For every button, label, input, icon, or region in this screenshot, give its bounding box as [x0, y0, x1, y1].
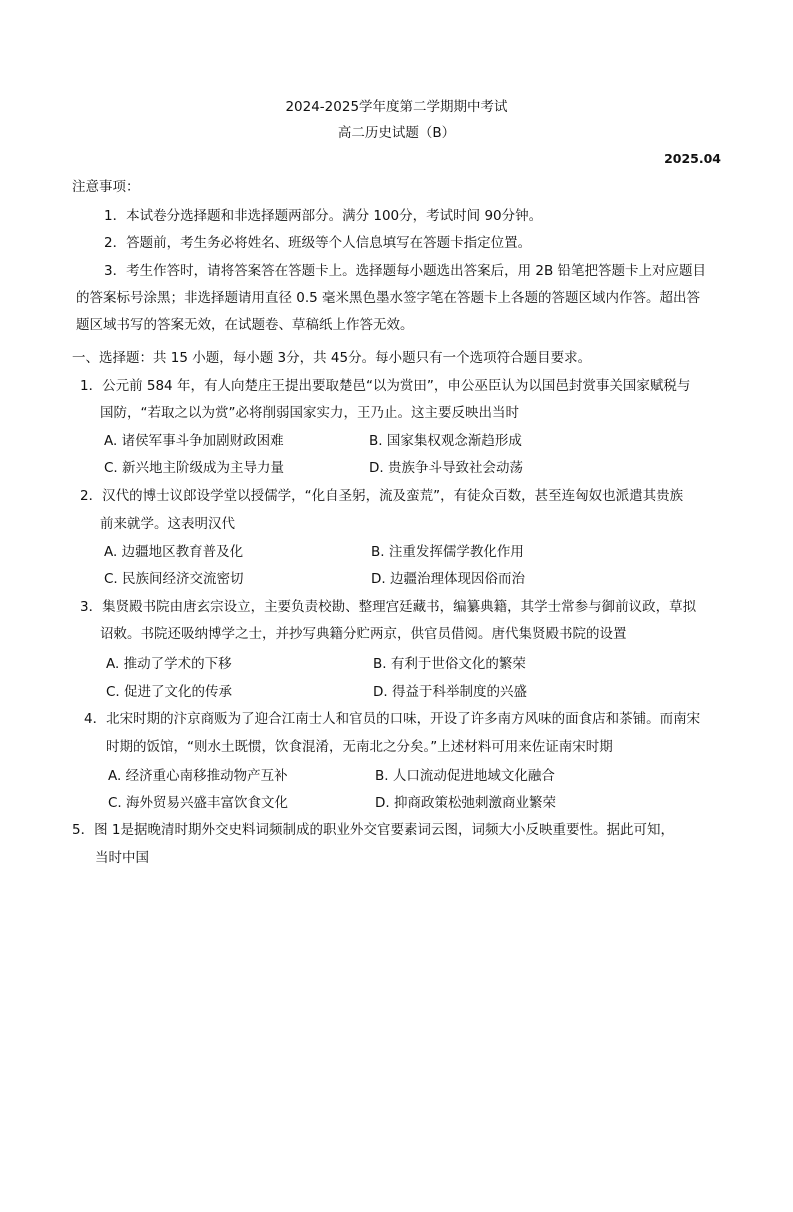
section-heading: 一、选择题：共 15 小题，每小题 3分，共 45分。每小题只有一个选项符合题目要求。	[72, 350, 592, 366]
question-2-line-2: 前来就学。这表明汉代	[100, 516, 235, 532]
question-2-option-d[interactable]: D. 边疆治理体现因俗而治	[371, 571, 525, 587]
question-1-option-a[interactable]: A. 诸侯军事斗争加剧财政困难	[104, 433, 284, 449]
question-3-line-1: 3．集贤殿书院由唐玄宗设立，主要负责校勘、整理宫廷藏书，编纂典籍，其学士常参与御前议政，草拟	[80, 599, 697, 615]
exam-date: 2025.04	[664, 151, 721, 166]
question-1-option-b[interactable]: B. 国家集权观念渐趋形成	[369, 433, 522, 449]
question-4-option-b[interactable]: B. 人口流动促进地域文化融合	[375, 768, 555, 784]
question-1-option-c[interactable]: C. 新兴地主阶级成为主导力量	[104, 460, 285, 476]
question-1-line-2: 国防，“若取之以为赏”必将削弱国家实力，王乃止。这主要反映出当时	[100, 405, 519, 421]
notice-heading: 注意事项：	[72, 179, 140, 195]
question-4-option-d[interactable]: D. 抑商政策松弛刺激商业繁荣	[375, 795, 556, 811]
notice-item-2: 2．答题前，考生务必将姓名、班级等个人信息填写在答题卡指定位置。	[104, 235, 532, 251]
question-4-line-1: 4．北宋时期的汴京商贩为了迎合江南士人和官员的口味，开设了许多南方风味的面食店和茶铺。而南宋	[84, 711, 701, 727]
question-1-line-1: 1．公元前 584 年，有人向楚庄王提出要取楚邑“以为赏田”，申公巫臣认为以国邑封赏事关国家赋税与	[80, 378, 691, 394]
question-2-option-b[interactable]: B. 注重发挥儒学教化作用	[371, 544, 524, 560]
question-5-line-2: 当时中国	[95, 850, 149, 866]
question-3-option-c[interactable]: C. 促进了文化的传承	[106, 684, 233, 700]
notice-item-1: 1．本试卷分选择题和非选择题两部分。满分 100分，考试时间 90分钟。	[104, 208, 543, 224]
notice-item-3-line-3: 题区域书写的答案无效，在试题卷、草稿纸上作答无效。	[76, 317, 414, 333]
question-3-option-b[interactable]: B. 有利于世俗文化的繁荣	[373, 656, 526, 672]
question-2-option-c[interactable]: C. 民族间经济交流密切	[104, 571, 244, 587]
question-4-option-a[interactable]: A. 经济重心南移推动物产互补	[108, 768, 288, 784]
exam-subtitle: 高二历史试题（B）	[337, 125, 456, 141]
notice-item-3-line-2: 的答案标号涂黑；非选择题请用直径 0.5 毫米黑色墨水签字笔在答题卡上各题的答题区域内作答。超出答	[76, 290, 701, 306]
question-1-option-d[interactable]: D. 贵族争斗导致社会动荡	[369, 460, 523, 476]
question-4-option-c[interactable]: C. 海外贸易兴盛丰富饮食文化	[108, 795, 289, 811]
question-2-option-a[interactable]: A. 边疆地区教育普及化	[104, 544, 244, 560]
question-4-line-2: 时期的饭馆，“则水土既惯，饮食混淆，无南北之分矣。”上述材料可用来佐证南宋时期	[106, 739, 613, 755]
question-3-option-a[interactable]: A. 推动了学术的下移	[106, 656, 232, 672]
question-2-line-1: 2．汉代的博士议郎设学堂以授儒学，“化自圣躬，流及蛮荒”，有徒众百数，甚至连匈奴也派遣其贵族	[80, 488, 684, 504]
question-5-line-1: 5．图 1是据晚清时期外交史料词频制成的职业外交官要素词云图，词频大小反映重要性。据此可知，	[72, 822, 674, 838]
question-3-option-d[interactable]: D. 得益于科举制度的兴盛	[373, 684, 527, 700]
notice-item-3-line-1: 3．考生作答时，请将答案答在答题卡上。选择题每小题选出答案后，用 2B 铅笔把答题卡上对应题目	[104, 263, 707, 279]
exam-title: 2024-2025学年度第二学期期中考试	[285, 99, 508, 115]
question-3-line-2: 诏敕。书院还吸纳博学之士，并抄写典籍分贮两京，供官员借阅。唐代集贤殿书院的设置	[100, 626, 627, 642]
